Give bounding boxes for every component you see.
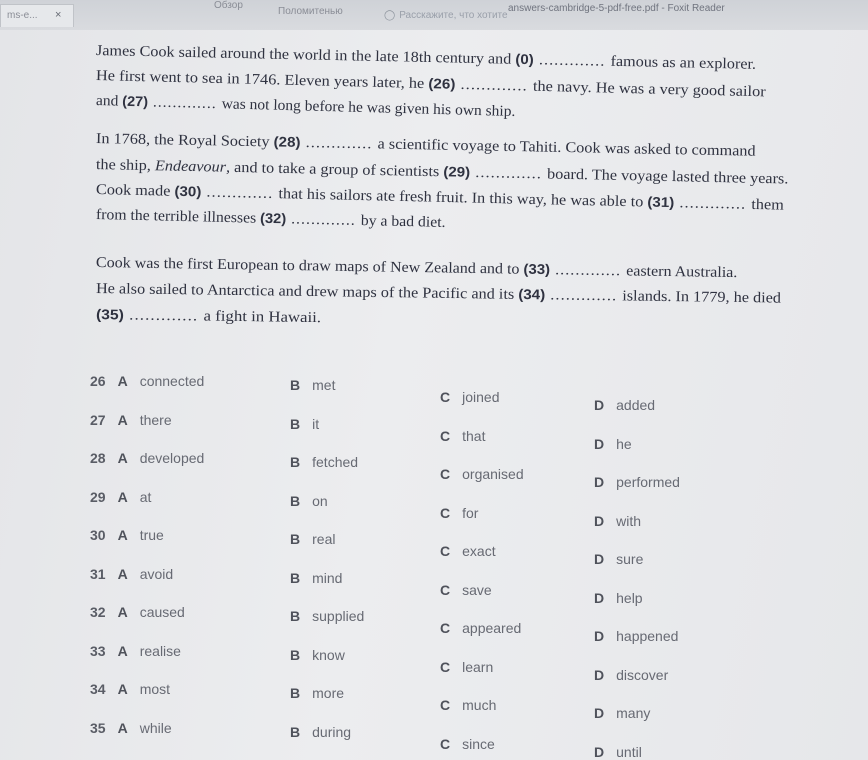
option-d xyxy=(594,436,632,452)
option-c-word: learn xyxy=(462,658,494,675)
option-letter-a: A xyxy=(117,411,128,428)
option-c-word: exact xyxy=(462,543,496,559)
passage-text: them xyxy=(751,196,784,214)
option-a-word: true xyxy=(139,527,164,543)
passage-text: Cook was the first European to draw maps of New Zealand and to xyxy=(95,255,524,278)
option-letter-b: B xyxy=(290,415,301,432)
passage-text: by a bad diet. xyxy=(360,213,446,231)
option-d xyxy=(594,513,641,529)
passage-text: Cook made xyxy=(95,182,175,200)
option-c xyxy=(440,505,478,521)
option-d-word: he xyxy=(616,435,632,452)
option-row-a xyxy=(90,604,185,620)
gap-number: (0) xyxy=(515,50,534,68)
option-row-a xyxy=(90,681,170,697)
option-b-word: real xyxy=(312,531,336,547)
passage-text: In 1768, the Royal Society xyxy=(95,131,274,151)
option-c-word: appeared xyxy=(462,620,522,636)
option-b xyxy=(290,416,319,432)
option-letter-d: D xyxy=(594,743,605,760)
gap-dots: ............. xyxy=(123,307,204,325)
option-b-word: supplied xyxy=(312,608,365,624)
option-b-word: know xyxy=(312,646,345,663)
option-letter-c: C xyxy=(440,620,451,636)
option-a-word: avoid xyxy=(139,565,174,582)
option-c xyxy=(440,736,495,752)
option-row-a xyxy=(90,643,181,659)
option-letter-c: C xyxy=(440,427,451,444)
question-number: 28 xyxy=(90,450,106,466)
option-d-word: help xyxy=(616,589,643,606)
option-a-word: developed xyxy=(139,450,205,466)
question-number: 29 xyxy=(90,488,106,505)
option-c-word: much xyxy=(462,697,497,713)
passage-text: James Cook sailed around the world in the late 18th century and xyxy=(95,43,516,68)
option-letter-d: D xyxy=(594,589,605,606)
option-letter-b: B xyxy=(290,454,301,470)
gap-dots: ............. xyxy=(674,195,752,213)
document-tab-label: ms-e... xyxy=(7,10,38,21)
option-c-word: for xyxy=(462,504,479,521)
window-title: answers-cambridge-5-pdf-free.pdf - Foxit Reader xyxy=(508,3,725,14)
passage-text: and xyxy=(95,93,123,110)
passage-text: from the terrible illnesses xyxy=(95,207,261,227)
gap-number: (27) xyxy=(122,92,149,110)
gap-dots: ............. xyxy=(549,262,627,280)
gap-number: (31) xyxy=(647,193,675,211)
option-letter-b: B xyxy=(290,685,301,701)
option-c-word: that xyxy=(462,427,486,444)
gap-dots: ............. xyxy=(470,164,548,183)
option-c xyxy=(440,659,493,675)
gap-number: (28) xyxy=(273,133,301,150)
option-a-word: while xyxy=(139,719,172,736)
passage-text: famous as an explorer. xyxy=(610,53,757,73)
option-d-word: with xyxy=(616,512,642,529)
option-letter-b: B xyxy=(290,646,301,663)
option-b xyxy=(290,685,344,701)
option-letter-a: A xyxy=(117,373,128,389)
passage-text: islands. In 1779, he died xyxy=(622,288,782,307)
option-b xyxy=(290,724,351,740)
gap-number: (35) xyxy=(95,306,124,323)
gap-number: (26) xyxy=(428,75,456,92)
option-letter-c: C xyxy=(440,581,451,598)
option-letter-d: D xyxy=(594,435,605,452)
option-letter-b: B xyxy=(290,723,301,740)
option-a-word: most xyxy=(139,681,171,697)
option-letter-a: A xyxy=(117,450,128,466)
gap-number: (32) xyxy=(259,209,287,227)
option-b-word: mind xyxy=(312,569,343,586)
option-c xyxy=(440,582,492,598)
option-b-word: met xyxy=(312,377,336,393)
tell-me-search[interactable] xyxy=(384,10,508,21)
option-b-word: it xyxy=(312,415,320,432)
gap-number: (33) xyxy=(523,260,551,278)
option-letter-d: D xyxy=(594,705,605,721)
question-number: 30 xyxy=(90,527,106,543)
document-tab[interactable] xyxy=(0,4,74,27)
option-c xyxy=(440,428,485,444)
option-b xyxy=(290,570,342,586)
option-b-word: more xyxy=(312,685,345,701)
gap-dots: ............. xyxy=(286,211,362,230)
option-letter-a: A xyxy=(117,604,128,620)
option-d-word: many xyxy=(616,705,651,721)
passage-text: a fight in Hawaii. xyxy=(203,308,322,327)
paragraph2-line xyxy=(96,206,446,232)
option-b-word: fetched xyxy=(312,454,359,470)
option-c-word: organised xyxy=(462,466,524,482)
paragraph3-line xyxy=(96,254,738,282)
option-b xyxy=(290,454,358,470)
option-letter-d: D xyxy=(594,628,605,644)
gap-dots: ............. xyxy=(455,76,534,95)
passage-text: , and to take a group of scientists xyxy=(225,159,444,181)
option-b-word: during xyxy=(312,723,352,740)
option-a-word: connected xyxy=(139,373,205,389)
gap-dots: ............. xyxy=(201,184,279,203)
option-row-a xyxy=(90,373,204,389)
option-c xyxy=(440,620,521,636)
gap-dots: ............. xyxy=(300,134,378,153)
lightbulb-icon: ◯ xyxy=(384,10,396,21)
passage-text: that his sailors ate fresh fruit. In this way, he was able to xyxy=(278,186,648,211)
option-a-word: there xyxy=(139,411,172,428)
question-number: 32 xyxy=(90,604,106,620)
option-b-word: on xyxy=(312,492,328,509)
option-letter-a: A xyxy=(117,565,128,582)
option-letter-c: C xyxy=(440,504,451,521)
paragraph2-line xyxy=(96,130,756,161)
option-letter-d: D xyxy=(594,551,605,567)
option-a-word: realise xyxy=(139,642,181,659)
option-d xyxy=(594,628,678,644)
option-letter-a: A xyxy=(117,488,128,505)
option-d-word: until xyxy=(616,743,642,760)
gap-number: (29) xyxy=(443,163,471,180)
gap-dots: ............. xyxy=(545,287,623,305)
option-b xyxy=(290,377,335,393)
option-b xyxy=(290,647,345,663)
option-c-word: save xyxy=(462,581,492,598)
option-row-a xyxy=(90,412,172,428)
option-d xyxy=(594,551,643,567)
option-letter-d: D xyxy=(594,512,605,529)
question-number: 34 xyxy=(90,681,106,697)
question-number: 31 xyxy=(90,565,106,582)
option-d-word: discover xyxy=(616,666,669,683)
option-c xyxy=(440,466,524,482)
tell-me-placeholder: Расскажите, что хотите xyxy=(399,10,508,21)
option-row-a xyxy=(90,450,204,466)
passage-text: was not long before he was given his own ship. xyxy=(221,96,516,120)
ship-name: Endeavour xyxy=(154,158,227,176)
option-letter-b: B xyxy=(290,531,301,547)
passage-text: eastern Australia. xyxy=(626,263,738,282)
option-b xyxy=(290,531,335,547)
option-b xyxy=(290,608,364,624)
option-letter-b: B xyxy=(290,377,301,393)
paragraph3-line xyxy=(96,306,321,327)
option-letter-d: D xyxy=(594,397,605,413)
option-letter-c: C xyxy=(440,389,451,405)
passage-text: the navy. He was a very good sailor xyxy=(532,78,766,101)
option-letter-a: A xyxy=(117,681,128,697)
option-c xyxy=(440,697,496,713)
option-a-word: caused xyxy=(139,604,185,620)
option-row-a xyxy=(90,720,172,736)
option-letter-a: A xyxy=(117,527,128,543)
reader-toolbar xyxy=(0,0,868,31)
option-letter-d: D xyxy=(594,474,605,490)
question-number: 35 xyxy=(90,719,106,736)
option-d-word: sure xyxy=(616,551,644,567)
option-d-word: performed xyxy=(616,474,680,490)
option-d xyxy=(594,474,680,490)
gap-dots: ............. xyxy=(147,94,222,113)
close-tab-icon[interactable]: × xyxy=(55,9,62,21)
option-letter-c: C xyxy=(440,658,451,675)
gap-dots: ............. xyxy=(533,52,611,70)
option-d-word: added xyxy=(616,397,656,413)
question-number: 26 xyxy=(90,373,106,389)
option-b xyxy=(290,493,328,509)
option-letter-c: C xyxy=(440,543,451,559)
pdf-page xyxy=(0,30,868,760)
option-c xyxy=(440,389,500,405)
toolbar-item-help[interactable]: Поломитенью xyxy=(278,6,343,17)
option-d xyxy=(594,590,643,606)
option-letter-c: C xyxy=(440,735,451,752)
option-a-word: at xyxy=(139,488,152,505)
option-letter-a: A xyxy=(117,642,128,659)
option-d xyxy=(594,705,650,721)
option-c-word: joined xyxy=(462,389,500,405)
passage-text: He first went to sea in 1746. Eleven years later, he xyxy=(95,68,429,93)
paragraph3-line xyxy=(96,280,781,308)
toolbar-item-view[interactable]: Обзор xyxy=(214,0,243,11)
option-d-word: happened xyxy=(616,628,679,644)
option-letter-b: B xyxy=(290,569,301,586)
option-c-word: since xyxy=(462,735,495,752)
option-row-a xyxy=(90,566,173,582)
passage-text: a scientific voyage to Tahiti. Cook was asked to command xyxy=(377,136,756,160)
option-c xyxy=(440,543,496,559)
passage-text: He also sailed to Antarctica and drew maps of the Pacific and its xyxy=(95,281,519,303)
question-number: 27 xyxy=(90,411,106,428)
option-letter-b: B xyxy=(290,608,301,624)
option-d xyxy=(594,667,668,683)
option-letter-a: A xyxy=(117,719,128,736)
option-letter-b: B xyxy=(290,492,301,509)
option-d xyxy=(594,397,655,413)
option-row-a xyxy=(90,489,151,505)
passage-text: the ship, xyxy=(95,157,156,175)
option-letter-c: C xyxy=(440,697,451,713)
option-letter-c: C xyxy=(440,466,451,482)
gap-number: (30) xyxy=(174,182,202,200)
paragraph1-line xyxy=(96,92,516,121)
passage-text: board. The voyage lasted three years. xyxy=(546,166,789,188)
gap-number: (34) xyxy=(518,285,546,303)
option-letter-d: D xyxy=(594,666,605,683)
question-number: 33 xyxy=(90,642,106,659)
option-row-a xyxy=(90,527,164,543)
option-d xyxy=(594,744,642,760)
